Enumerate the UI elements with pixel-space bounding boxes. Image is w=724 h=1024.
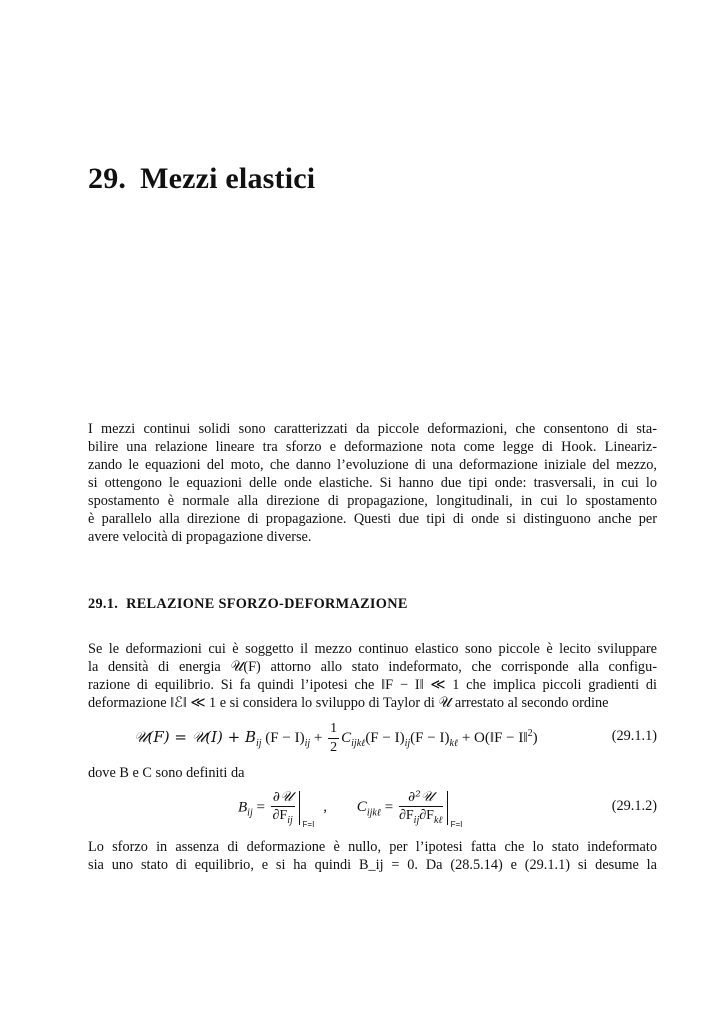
intro-line: spostamento è normale alla direzione di propagazione, longitudinali, in cui lo spostamento [88,493,657,509]
section-paragraph-2 [88,838,657,874]
intro-paragraph [88,420,657,546]
eq1-half-num: 1 [328,722,339,739]
section-number: 29.1. [88,596,119,612]
eq2-B-den-sub: ij [287,815,293,826]
para2-line: sia uno stato di equilibrio, e si ha quindi B_ij = 0. Da (28.5.14) e (29.1.1) si desume la [88,857,657,873]
eq1-half-den: 2 [330,740,338,755]
chapter-title [88,162,315,196]
para1-line: Se le deformazioni cui è soggetto il mezzo continuo elastico sono piccole è lecito sviluppare [88,641,657,657]
eq2-comma: , [323,799,328,816]
eq2-eval-bar [299,791,315,829]
equation-29-1-2 [88,786,657,834]
eq2-B-fraction [271,790,295,826]
eq1-term2-sub: ij [404,737,411,749]
eq1-half-fraction [328,722,339,755]
eq1-term1: (F − I) [265,729,305,746]
eq1-lhs: 𝒰(F) = 𝒰(I) + B [134,727,256,746]
eq2-equals-2: = [384,799,394,816]
eq2-B-den-wrap [271,807,295,826]
eq1-term2: (F − I) [365,729,405,746]
eq2-C-den-sub2: kℓ [433,815,443,826]
eq2-B-num: ∂𝒰 [272,789,293,805]
eq2-C-den-sub1: ij [413,815,420,826]
eq1-term1-sub: ij [304,737,311,749]
para1-line: deformazione ‖ℰ‖ ≪ 1 e si considera lo sviluppo di Taylor di 𝒰 arrestato al secondo ordine [88,695,609,711]
eq2-eval-bar-2 [447,791,463,829]
eq2-B: B [238,799,248,816]
para1-line: la densità di energia 𝒰(F) attorno allo stato indeformato, che corrisponde alla configu- [88,659,657,675]
eq1-sub-ij: ij [255,737,262,749]
eq1-C-sub: ijkℓ [351,737,366,749]
eq1-term3-sub: kℓ [449,737,459,749]
eq2-B-sub: ij [247,807,253,819]
eq2-B-den: ∂F [272,808,288,823]
intro-line: bilire una relazione lineare tra sforzo e deformazione nota come legge di Hook. Lineariz- [88,439,657,455]
intro-line: è parallelo alla direzione di propagazione. Questi due tipi di onde si distinguono anche per [88,511,657,527]
between-line-text: dove B e C sono definiti da [88,765,245,781]
equation-body [238,789,463,829]
chapter-number: 29. [88,162,127,195]
eq2-eval-at: F=I [302,820,315,829]
eq1-term3: (F − I) [410,729,450,746]
equation-number: (29.1.2) [611,798,657,814]
section-title-text: RELAZIONE SFORZO-DEFORMAZIONE [126,596,408,612]
para1-line: razione di equilibrio. Si fa quindi l’ipotesi che ‖F − I‖ ≪ 1 che implica piccoli gradienti di [88,677,657,693]
chapter-title-text: Mezzi elastici [140,162,316,195]
intro-line: avere velocità di propagazione diverse. [88,529,312,545]
equation-number: (29.1.1) [611,728,657,744]
equation-29-1-1 [88,718,657,758]
intro-line: zando le equazioni del moto, che danno l’evoluzione di una deformazione iniziale del mezzo, [88,457,657,473]
eq2-C-den-wrap [399,807,443,826]
eq1-plus: + [313,729,323,746]
intro-line: I mezzi continui solidi sono caratterizzati da piccole deformazioni, che consentono di sta- [88,421,657,437]
eq2-eval-at-2: F=I [450,820,463,829]
eq2-C-num: ∂²𝒰 [399,790,443,807]
between-line [88,764,657,782]
eq1-C: C [341,729,352,746]
equation-body [134,722,538,755]
eq1-tail: + O(‖F − I‖ [461,729,528,746]
eq1-square: 2 [527,727,533,739]
eq1-close: ) [532,729,538,746]
para2-line: Lo sforzo in assenza di deformazione è nullo, per l’ipotesi fatta che lo stato indeformato [88,839,657,855]
eq2-C-den-mid: ∂F [419,808,434,823]
section-paragraph-1 [88,640,657,712]
eq2-equals: = [256,799,265,816]
eq2-C-den: ∂F [398,808,414,823]
eq2-C-sub: ijkℓ [366,807,381,819]
eq2-C: C [356,799,367,816]
intro-line: si ottengono le equazioni delle onde elastiche. Si hanno due tipi onde: trasversali, in cui lo [88,475,657,491]
eq2-C-fraction [399,790,443,826]
section-title [88,596,408,613]
